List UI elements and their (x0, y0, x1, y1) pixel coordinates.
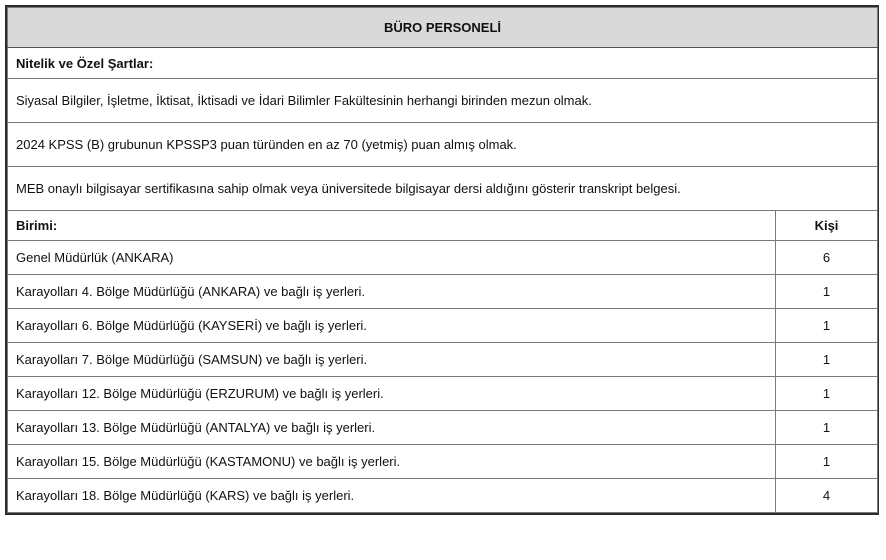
table-row (8, 445, 878, 479)
unit-name: Karayolları 4. Bölge Müdürlüğü (ANKARA) ve bağlı iş yerleri. (8, 275, 776, 309)
table-row (8, 343, 878, 377)
unit-count: 1 (776, 377, 878, 411)
unit-count: 1 (776, 275, 878, 309)
title-row (8, 8, 878, 48)
table-title: BÜRO PERSONELİ (8, 8, 878, 48)
unit-count: 1 (776, 309, 878, 343)
count-column-header: Kişi (776, 211, 878, 241)
table-row (8, 275, 878, 309)
unit-name: Karayolları 13. Bölge Müdürlüğü (ANTALYA) ve bağlı iş yerleri. (8, 411, 776, 445)
requirement-row (8, 79, 878, 123)
unit-name: Karayolları 15. Bölge Müdürlüğü (KASTAMONU) ve bağlı iş yerleri. (8, 445, 776, 479)
unit-name: Karayolları 6. Bölge Müdürlüğü (KAYSERİ) ve bağlı iş yerleri. (8, 309, 776, 343)
unit-count: 1 (776, 445, 878, 479)
unit-name: Genel Müdürlük (ANKARA) (8, 241, 776, 275)
qualifications-header: Nitelik ve Özel Şartlar: (8, 48, 878, 79)
requirement-text: 2024 KPSS (B) grubunun KPSSP3 puan türünden en az 70 (yetmiş) puan almış olmak. (8, 123, 878, 167)
staff-table (7, 7, 878, 513)
table-row (8, 479, 878, 513)
unit-count: 1 (776, 411, 878, 445)
qualifications-header-row (8, 48, 878, 79)
unit-count: 6 (776, 241, 878, 275)
table-row (8, 241, 878, 275)
unit-name: Karayolları 12. Bölge Müdürlüğü (ERZURUM) ve bağlı iş yerleri. (8, 377, 776, 411)
unit-column-header: Birimi: (8, 211, 776, 241)
table-row (8, 411, 878, 445)
unit-name: Karayolları 18. Bölge Müdürlüğü (KARS) ve bağlı iş yerleri. (8, 479, 776, 513)
unit-count: 4 (776, 479, 878, 513)
unit-name: Karayolları 7. Bölge Müdürlüğü (SAMSUN) ve bağlı iş yerleri. (8, 343, 776, 377)
requirement-row (8, 167, 878, 211)
position-table (5, 5, 879, 515)
requirement-text: Siyasal Bilgiler, İşletme, İktisat, İktisadi ve İdari Bilimler Fakültesinin herhangi birinden mezun olmak. (8, 79, 878, 123)
table-row (8, 377, 878, 411)
table-row (8, 309, 878, 343)
requirement-row (8, 123, 878, 167)
column-header-row (8, 211, 878, 241)
unit-count: 1 (776, 343, 878, 377)
requirement-text: MEB onaylı bilgisayar sertifikasına sahip olmak veya üniversitede bilgisayar dersi aldığını gösterir transkript belgesi. (8, 167, 878, 211)
